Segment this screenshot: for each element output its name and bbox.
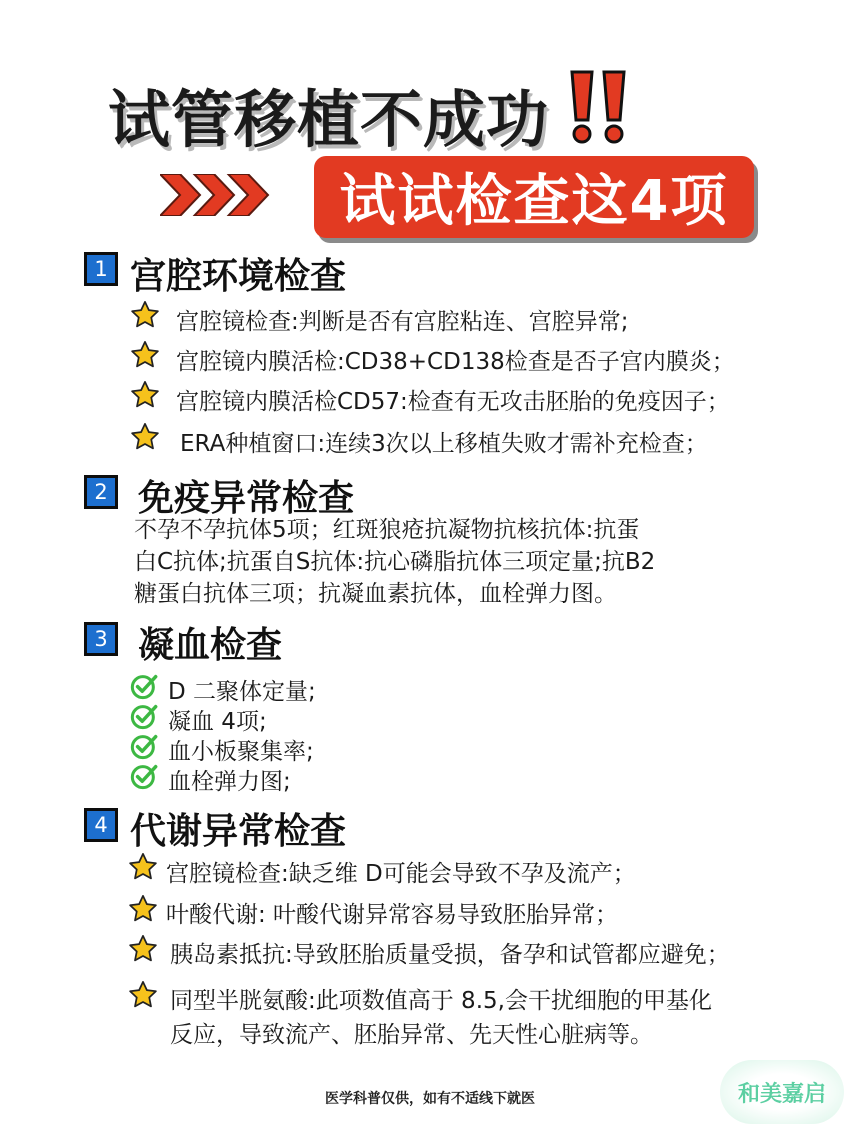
- list-item: 同型半胱氨酸:此项数值高于 8.5,会干扰细胞的甲基化: [170, 988, 712, 1014]
- list-item: 宫腔镜检查:缺乏维 D可能会导致不孕及流产；: [166, 861, 636, 887]
- paragraph-line: 糖蛋白抗体三项；抗凝血素抗体，血栓弹力图。: [134, 581, 617, 607]
- section-title: 凝血检查: [138, 625, 283, 666]
- list-item-continuation: 反应，导致流产、胚胎异常、先天性心脏病等。: [170, 1022, 653, 1048]
- star-icon: [130, 422, 160, 452]
- section-title: 免疫异常检查: [138, 478, 355, 519]
- star-icon: [130, 300, 160, 330]
- list-item: 血栓弹力图;: [168, 769, 291, 795]
- list-item: 血小板聚集率;: [168, 739, 314, 765]
- star-icon: [128, 852, 158, 882]
- subtitle-banner: 试试检查这4项: [314, 156, 754, 238]
- section-number-badge: 4: [84, 808, 118, 842]
- list-item: ERA种植窗口:连续3次以上移植失败才需补充检查；: [180, 431, 708, 457]
- double-exclamation-icon: [566, 68, 636, 148]
- list-item: 宫腔镜检查:判断是否有宫腔粘连、宫腔异常;: [176, 309, 629, 335]
- star-icon: [128, 980, 158, 1010]
- disclaimer-footer: 医学科普仅供，如有不适线下就医: [325, 1091, 535, 1107]
- star-icon: [130, 340, 160, 370]
- list-item: D 二聚体定量;: [168, 679, 316, 705]
- list-item: 凝血 4项;: [168, 709, 267, 735]
- section-number-badge: 3: [84, 622, 118, 656]
- page-title: 试管移植不成功: [108, 83, 550, 156]
- star-icon: [130, 380, 160, 410]
- check-circle-icon: [130, 702, 158, 730]
- paragraph-line: 不孕不孕抗体5项；红斑狼疮抗凝物抗核抗体:抗蛋: [134, 517, 640, 543]
- list-item: 宫腔镜内膜活检:CD38+CD138检查是否子宫内膜炎；: [176, 349, 735, 375]
- list-item: 叶酸代谢: 叶酸代谢异常容易导致胚胎异常；: [166, 902, 619, 928]
- check-circle-icon: [130, 732, 158, 760]
- paragraph-line: 白C抗体;抗蛋自S抗体:抗心磷脂抗体三项定量;抗B2: [134, 549, 656, 575]
- list-item: 宫腔镜内膜活检CD57:检查有无攻击胚胎的免疫因子；: [176, 389, 730, 415]
- triple-chevron-icon: [160, 174, 270, 216]
- check-circle-icon: [130, 762, 158, 790]
- section-number-badge: 1: [84, 252, 118, 286]
- section-number-badge: 2: [84, 475, 118, 509]
- list-item: 胰岛素抵抗:导致胚胎质量受损，备孕和试管都应避免；: [170, 942, 730, 968]
- star-icon: [128, 934, 158, 964]
- brand-logo: 和美嘉启: [720, 1060, 844, 1124]
- section-title: 宫腔环境检查: [130, 256, 347, 297]
- star-icon: [128, 894, 158, 924]
- section-title: 代谢异常检查: [130, 811, 347, 852]
- check-circle-icon: [130, 672, 158, 700]
